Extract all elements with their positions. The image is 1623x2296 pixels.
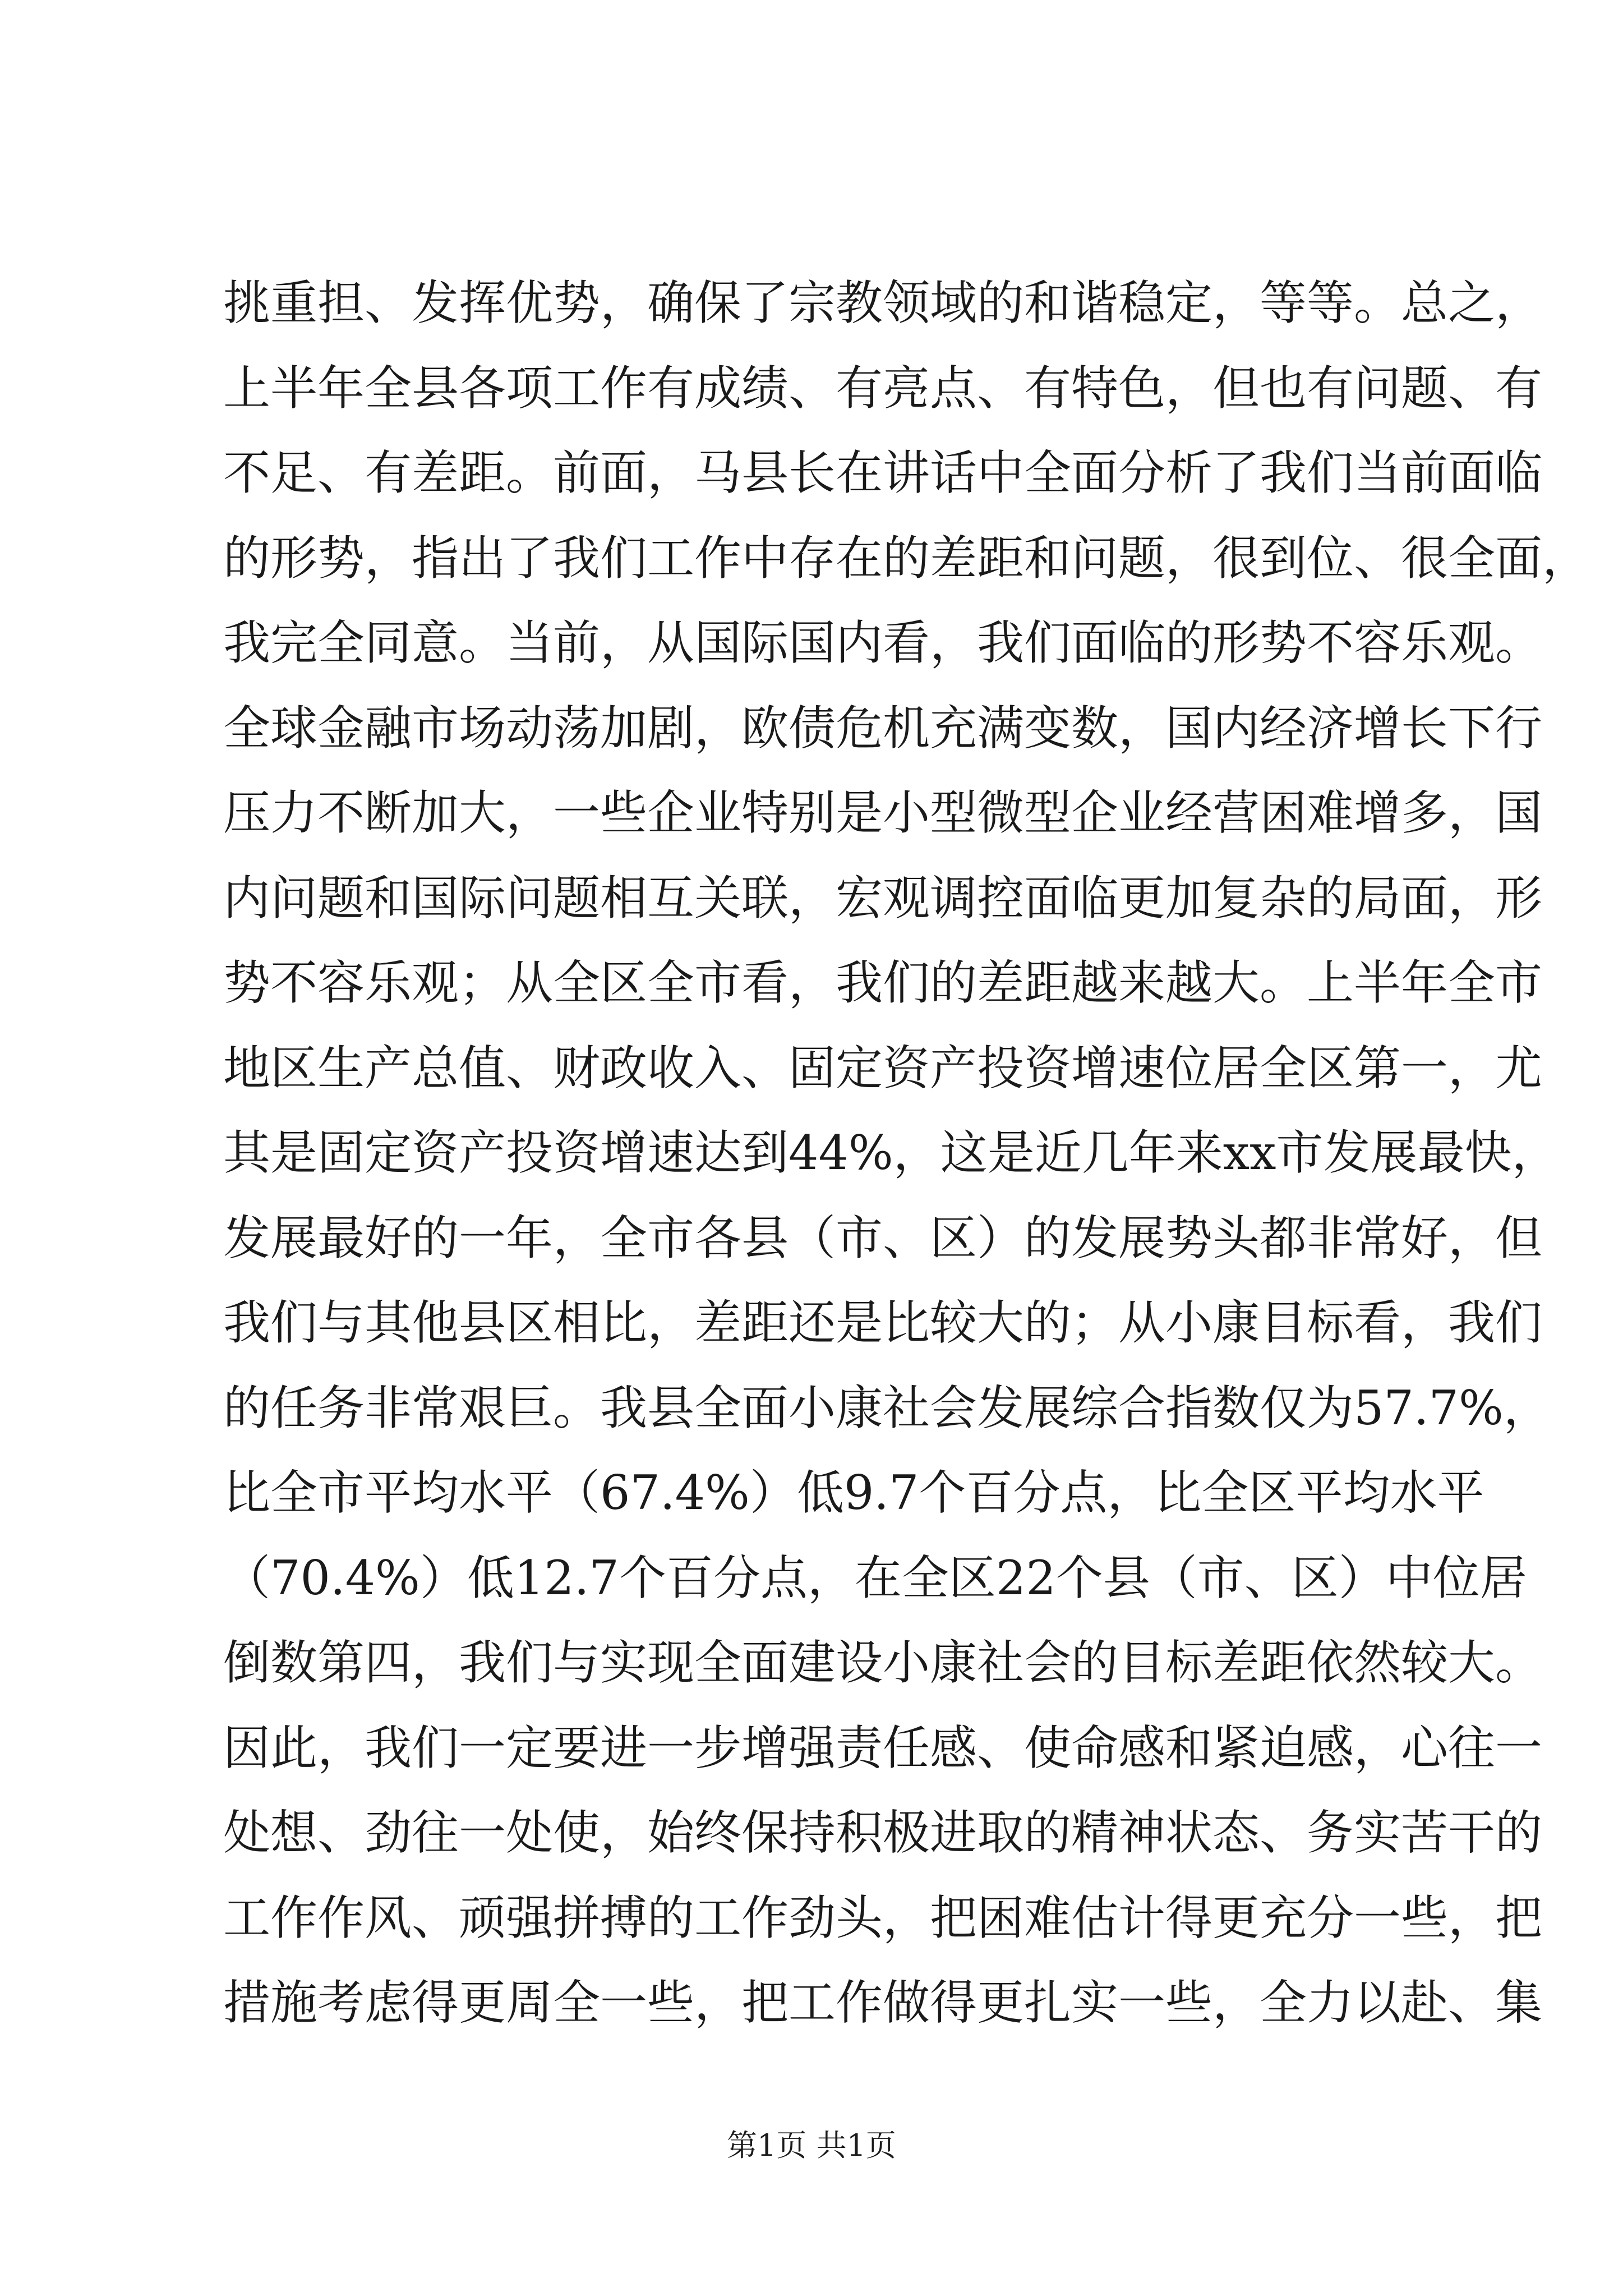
text-line-20: 工作作风、顽强拼搏的工作劲头，把困难估计得更充分一些，把 — [223, 1890, 1543, 1945]
text-line-4: 的形势，指出了我们工作中存在的差距和问题，很到位、很全面， — [223, 530, 1590, 586]
text-line-21: 措施考虑得更周全一些，把工作做得更扎实一些，全力以赴、集 — [223, 1975, 1543, 2030]
text-line-19: 处想、劲往一处使，始终保持积极进取的精神状态、务实苦干的 — [223, 1805, 1543, 1860]
text-line-10: 地区生产总值、财政收入、固定资产投资增速位居全区第一，尤 — [223, 1040, 1543, 1096]
text-line-7: 压力不断加大，一些企业特别是小型微型企业经营困难增多，国 — [223, 785, 1543, 840]
text-line-16: （70.4%）低12.7个百分点，在全区22个县（市、区）中位居 — [223, 1550, 1527, 1605]
text-line-8: 内问题和国际问题相互关联，宏观调控面临更加复杂的局面，形 — [223, 870, 1543, 926]
page-footer — [0, 2126, 1623, 2165]
text-line-3: 不足、有差距。前面，马县长在讲话中全面分析了我们当前面临 — [223, 445, 1543, 500]
text-line-6: 全球金融市场动荡加剧，欧债危机充满变数，国内经济增长下行 — [223, 700, 1543, 756]
page-number-label: 第1页 共1页 — [727, 2128, 896, 2163]
text-line-14: 的任务非常艰巨。我县全面小康社会发展综合指数仅为57.7%， — [223, 1380, 1551, 1435]
text-line-11: 其是固定资产投资增速达到44%，这是近几年来xx市发展最快， — [223, 1125, 1559, 1180]
text-line-1: 挑重担、发挥优势，确保了宗教领域的和谐稳定，等等。总之， — [223, 275, 1543, 330]
text-line-5: 我完全同意。当前，从国际国内看，我们面临的形势不容乐观。 — [223, 615, 1543, 670]
text-line-12: 发展最好的一年，全市各县（市、区）的发展势头都非常好，但 — [223, 1210, 1543, 1266]
text-line-2: 上半年全县各项工作有成绩、有亮点、有特色，但也有问题、有 — [223, 360, 1543, 416]
text-line-18: 因此，我们一定要进一步增强责任感、使命感和紧迫感，心往一 — [223, 1720, 1543, 1775]
text-line-17: 倒数第四，我们与实现全面建设小康社会的目标差距依然较大。 — [223, 1635, 1543, 1690]
body-text — [223, 261, 1590, 2046]
text-line-9: 势不容乐观；从全区全市看，我们的差距越来越大。上半年全市 — [223, 955, 1543, 1010]
text-line-13: 我们与其他县区相比，差距还是比较大的；从小康目标看，我们 — [223, 1295, 1543, 1350]
text-line-15: 比全市平均水平（67.4%）低9.7个百分点，比全区平均水平 — [223, 1465, 1484, 1520]
